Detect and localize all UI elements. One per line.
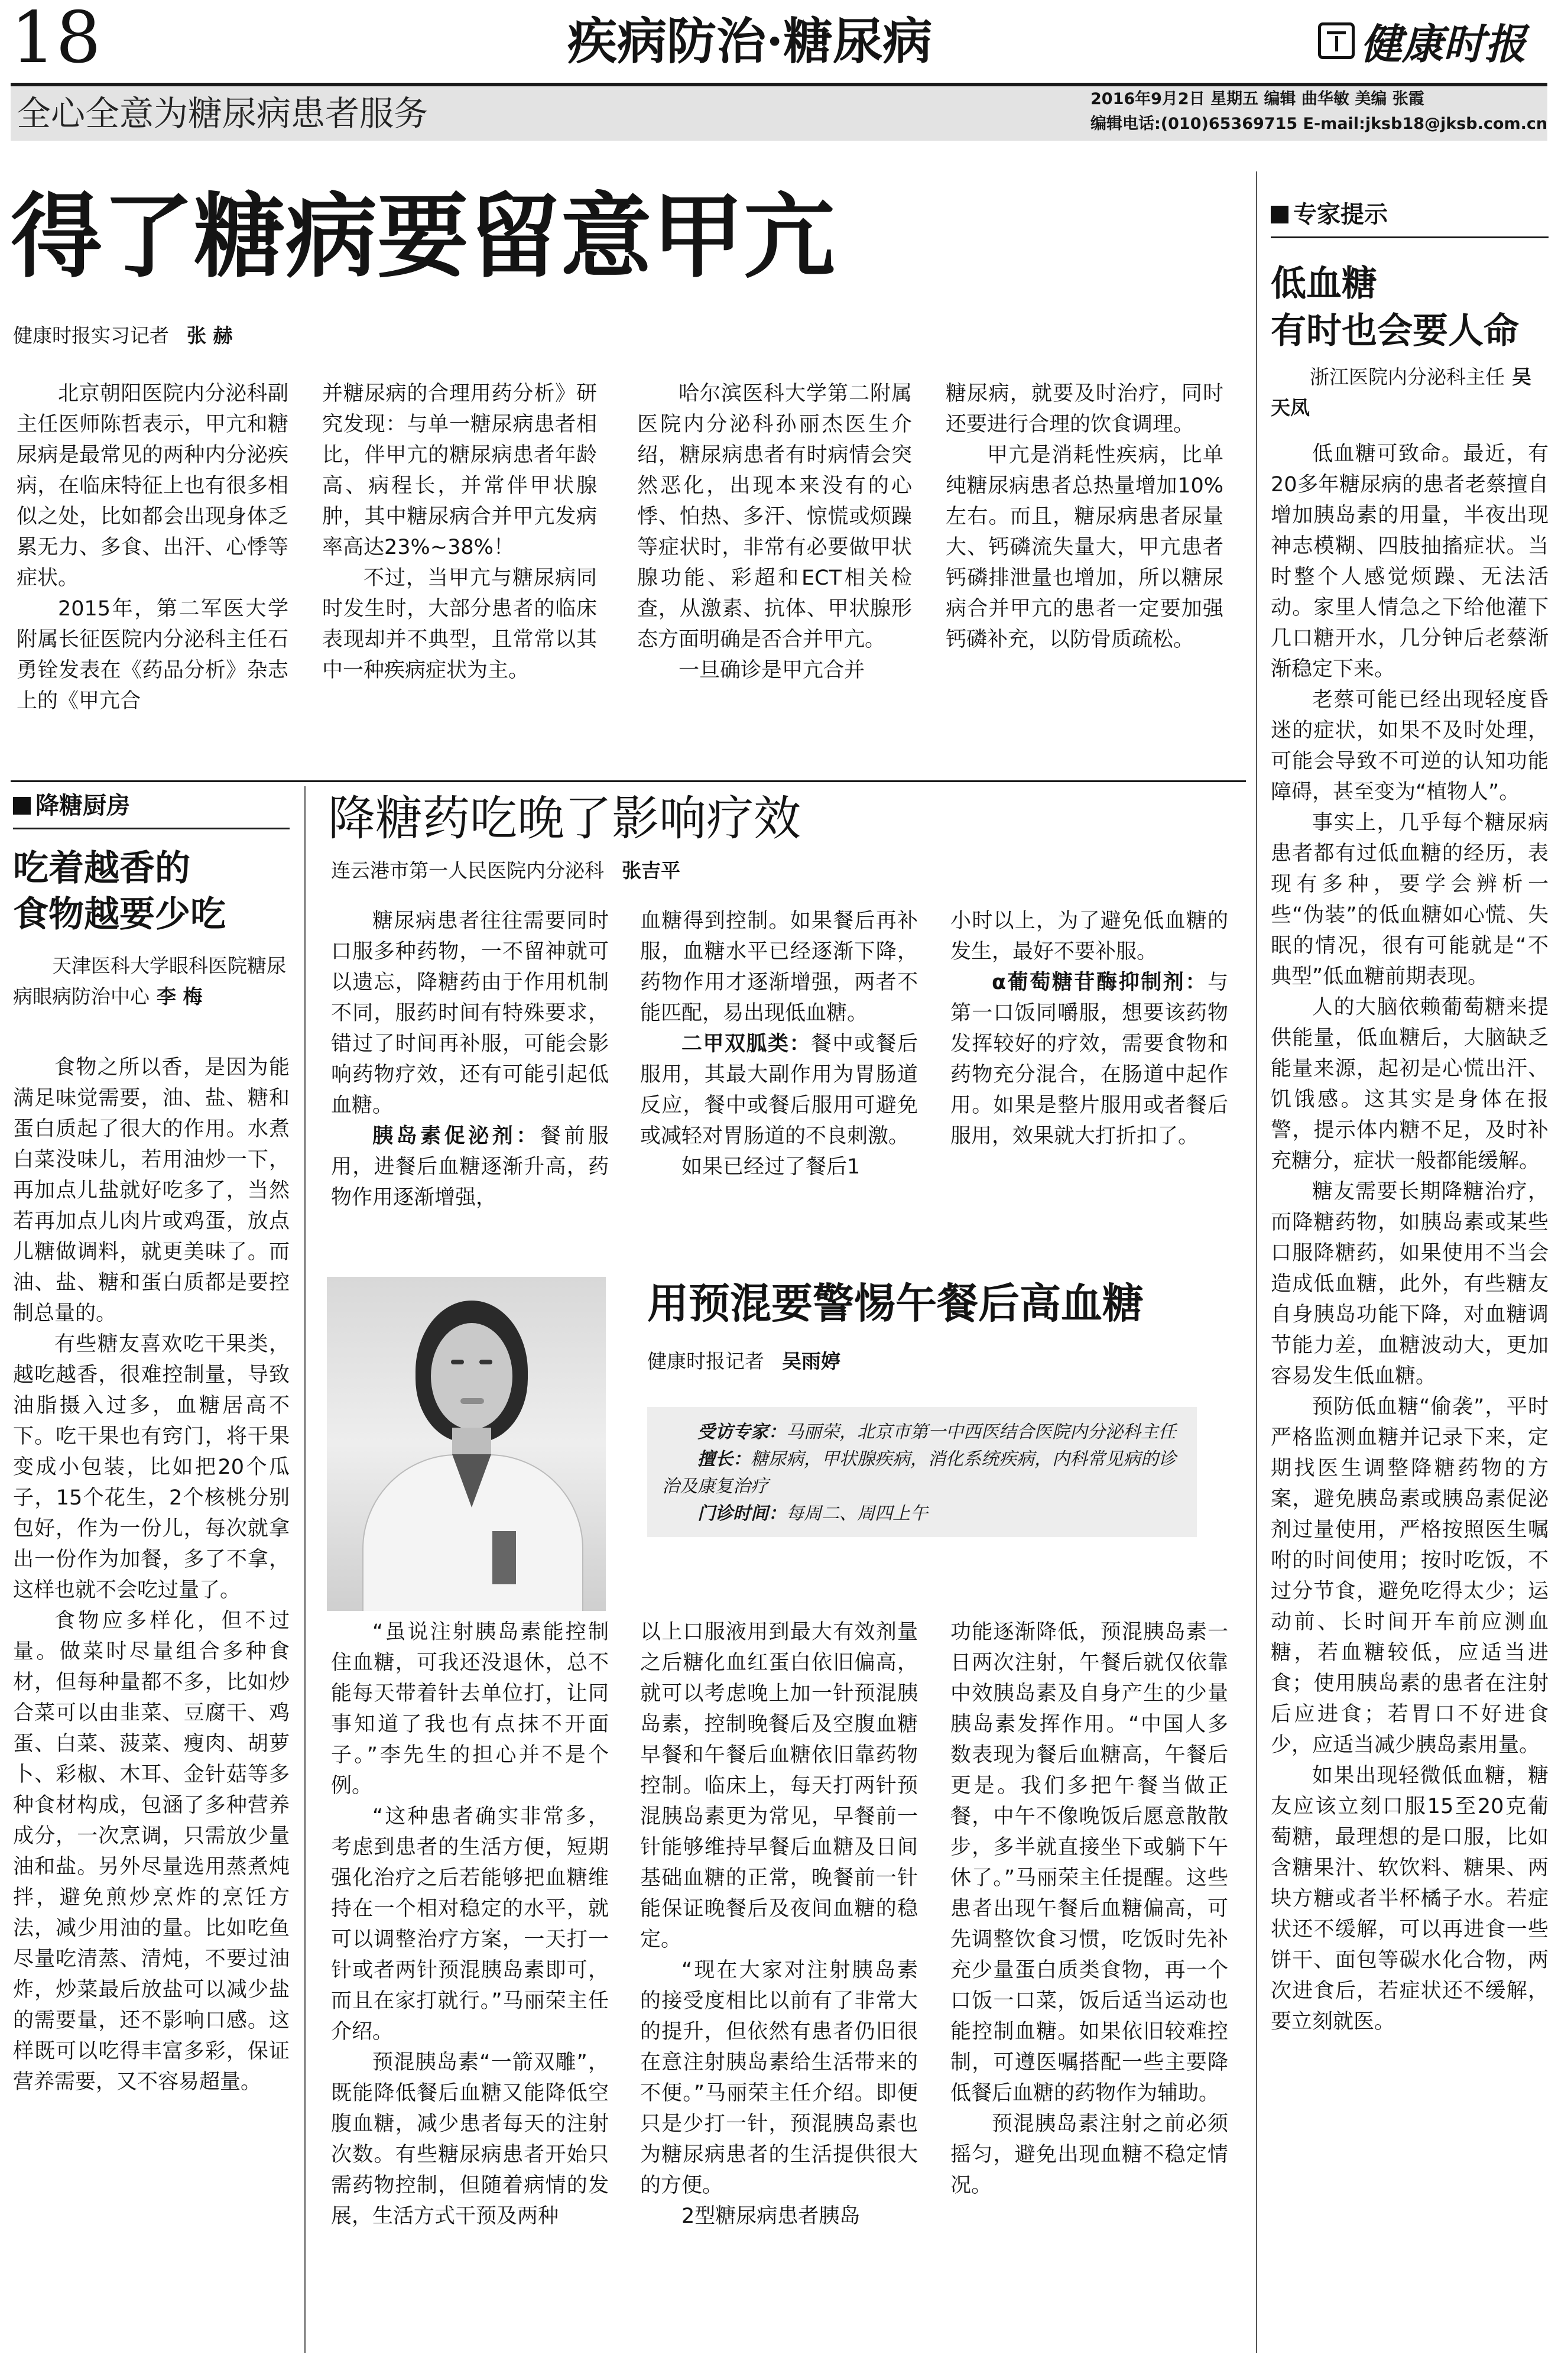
insulin-col2-p3: 2型糖尿病患者胰岛	[681, 2204, 861, 2228]
expert-tip-title-2: 有时也会要人命	[1271, 310, 1519, 352]
insulin-headline: 用预混要警惕午餐后高血糖	[647, 1279, 1144, 1328]
expert-tip-p4: 人的大脑依赖葡萄糖来提供能量，低血糖后，大脑缺乏能量来源，起初是心慌出汗、饥饿感。这其实是身体在报警，提示体内糖不足，及时补充糖分，症状一般都能缓解。	[1271, 996, 1549, 1173]
kitchen-byline-name: 李 梅	[157, 985, 203, 1008]
main-col4-p1: 糖尿病，就要及时治疗，同时还要进行合理的饮食调理。	[946, 382, 1223, 436]
drug-headline: 降糖药吃晚了影响疗效	[328, 791, 801, 846]
insulin-col1-p2: “这种患者确实非常多，考虑到患者的生活方便，短期强化治疗之后若能够把血糖维持在一个相对稳定的水平，就可以调整治疗方案，一天打一针或者两针预混胰岛素即可，而且在家打就行。”马丽荣主任介绍。	[331, 1805, 609, 2044]
main-col3-p1: 哈尔滨医科大学第二附属医院内分泌科孙丽杰医生介绍，糖尿病患者有时病情会突然恶化，出现本来没有的心悸、怕热、多汗、惊慌或烦躁等症状时，非常有必要做甲状腺功能、彩超和ECT相关检查，从激素、抗体、甲状腺形态方面明确是否合并甲亢。	[637, 382, 912, 651]
kitchen-title-1: 吃着越香的	[13, 848, 190, 889]
expert-tip-byline-label: 浙江医院内分泌科主任	[1310, 365, 1505, 388]
expert-tip-p1: 低血糖可致命。最近，有20多年糖尿病的患者老蔡擅自增加胰岛素的用量，半夜出现神志模糊、四肢抽搐症状。当时整个人感觉烦躁、无法活动。家里人情急之下给他灌下几口糖开水，几分钟后老蔡渐渐稳定下来。	[1271, 442, 1549, 681]
drug-col1-lead: 胰岛素促泌剂：	[372, 1124, 540, 1148]
drug-col3-lead: α葡萄糖苷酶抑制剂：	[992, 971, 1208, 994]
main-col-1	[17, 378, 288, 716]
insulin-byline-name: 吴雨婷	[782, 1350, 840, 1373]
brand-name: 健康时报	[1361, 19, 1526, 69]
drug-col2-p1: 血糖得到控制。如果餐后再补服，血糖水平已经逐渐下降，药物作用才逐渐增强，两者不能匹配，易出现低血糖。	[640, 909, 918, 1025]
clinic-value: 每周二、周四上午	[786, 1503, 928, 1524]
expert-tip-label-text: 专家提示	[1293, 201, 1388, 228]
clinic-label: 门诊时间：	[697, 1503, 786, 1524]
main-byline-label: 健康时报实习记者	[13, 324, 169, 347]
section-square-icon	[13, 797, 31, 815]
insulin-col1-p1: “虽说注射胰岛素能控制住血糖，可我还没退休，总不能每天带着针去单位打，让同事知道了我也有点抹不开面子。”李先生的担心并不是个例。	[331, 1620, 609, 1798]
drug-col3-p1: 小时以上，为了避免低血糖的发生，最好不要补服。	[950, 909, 1228, 964]
drug-col1-p1: 糖尿病患者往往需要同时口服多种药物，一不留神就可以遗忘，降糖药由于作用机制不同，服药时间有特殊要求，错过了时间再补服，可能会影响药物疗效，还有可能引起低血糖。	[331, 909, 609, 1117]
expert-tip-section-label	[1271, 198, 1388, 231]
main-byline-name: 张 赫	[187, 324, 233, 347]
insulin-col-3	[950, 1617, 1228, 2201]
expert-tip-body	[1271, 439, 1549, 2037]
drug-byline-name: 张吉平	[622, 859, 680, 882]
drug-col2-p2: 餐中或餐后服用，其最大副作用为胃肠道反应，餐中或餐后服用可避免或减轻对胃肠道的不良刺激。	[640, 1032, 918, 1148]
insulin-col2-p1: 以上口服液用到最大有效剂量之后糖化血红蛋白依旧偏高，就可以考虑晚上加一针预混胰岛素，控制晚餐后及空腹血糖早餐和午餐后血糖依旧靠药物控制。临床上，每天打两针预混胰岛素更为常见，早餐前一针能够维持早餐后血糖及日间基础血糖的正常，晚餐前一针能保证晚餐后及夜间血糖的稳定。	[640, 1620, 918, 1951]
expert-tip-byline	[1271, 362, 1546, 423]
header-slogan: 全心全意为糖尿病患者服务	[17, 93, 429, 134]
drug-col3-p2: 与第一口饭同嚼服，想要该药物发挥较好的疗效，需要食物和药物充分混合，在肠道中起作用。如果是整片服用或者餐后服用，效果就大打折扣了。	[950, 971, 1228, 1148]
kitchen-label-text: 降糖厨房	[35, 792, 130, 819]
insulin-byline	[647, 1348, 840, 1375]
kitchen-byline	[13, 951, 291, 1012]
insulin-byline-label: 健康时报记者	[647, 1350, 764, 1373]
doctor-photo	[327, 1277, 606, 1611]
kitchen-section-label	[13, 789, 130, 822]
drug-byline-label: 连云港市第一人民医院内分泌科	[331, 859, 604, 882]
brand-logo	[1318, 14, 1526, 67]
main-col2-p1: 并糖尿病的合理用药分析》研究发现：与单一糖尿病患者相比，伴甲亢的糖尿病患者年龄高、病程长，并常伴甲状腺肿，其中糖尿病合并甲亢发病率高达23%~38%！	[322, 382, 597, 559]
kitchen-rule	[13, 828, 290, 829]
insulin-col-2	[640, 1617, 918, 2232]
section-square-icon	[1271, 206, 1288, 223]
insulin-col3-p2: 预混胰岛素注射之前必须摇匀，避免出现血糖不稳定情况。	[950, 2112, 1228, 2197]
kitchen-top-rule	[11, 780, 1246, 782]
insulin-expert-box	[647, 1407, 1197, 1537]
drug-byline	[331, 857, 680, 884]
expert-tip-p3: 事实上，几乎每个糖尿病患者都有过低血糖的经历，表现有多种，要学会辨析一些“伪装”的低血糖如心慌、失眠的情况，很有可能就是“不典型”低血糖前期表现。	[1271, 811, 1549, 988]
kitchen-p2: 有些糖友喜欢吃干果类，越吃越香，很难控制量，导致油脂摄入过多，血糖居高不下。吃干果也有窍门，将干果变成小包装，比如把20个瓜子，15个花生，2个核桃分别包好，作为一份儿，每次就拿出一份作为加餐，多了不拿，这样也就不会吃过量了。	[13, 1332, 290, 1602]
expert-value: 马丽荣，北京市第一中西医结合医院内分泌科主任	[786, 1422, 1176, 1442]
specialty-label: 擅长：	[697, 1449, 751, 1470]
expert-tip-title-1: 低血糖	[1271, 263, 1377, 304]
kitchen-p3: 食物应多样化，但不过量。做菜时尽量组合多种食材，但每种量都不多，比如炒合菜可以由韭菜、豆腐干、鸡蛋、白菜、菠菜、瘦肉、胡萝卜、彩椒、木耳、金针菇等多种食材构成，包涵了多种营养成分，一次烹调，只需放少量油和盐。另外尽量选用蒸煮炖拌，避免煎炒烹炸的烹饪方法，减少用油的量。比如吃鱼尽量吃清蒸、清炖，不要过油炸，炒菜最后放盐可以减少盐的需要量，还不影响口感。这样既可以吃得丰富多彩，保证营养需要，又不容易超量。	[13, 1609, 290, 2094]
insulin-col2-p2: “现在大家对注射胰岛素的接受度相比以前有了非常大的提升，但依然有患者仍旧很在意注射胰岛素给生活带来的不便。”马丽荣主任介绍。即便只是少打一针，预混胰岛素也为糖尿病患者的生活提供很大的方便。	[640, 1959, 918, 2197]
main-col3-p2: 一旦确诊是甲亢合并	[679, 659, 865, 682]
drug-col1-p2: 餐前服用，进餐后血糖逐渐升高，药物作用逐渐增强，	[331, 1124, 609, 1210]
brand-seal-icon	[1318, 22, 1355, 59]
main-byline	[13, 322, 233, 349]
page-number: 18	[11, 0, 101, 79]
expert-tip-p5: 糖友需要长期降糖治疗，而降糖药物，如胰岛素或某些口服降糖药，如果使用不当会造成低血糖，此外，有些糖友自身胰岛功能下降，对血糖调节能力差，血糖波动大，更加容易发生低血糖。	[1271, 1180, 1549, 1388]
main-headline: 得了糖病要留意甲亢	[11, 182, 835, 290]
kitchen-p1: 食物之所以香，是因为能满足味觉需要，油、盐、糖和蛋白质起了很大的作用。水煮白菜没味儿，若用油炒一下，再加点儿盐就好吃多了，当然若再加点儿肉片或鸡蛋，放点儿糖做调料，就更美味了。而油、盐、糖和蛋白质都是要控制总量的。	[13, 1056, 290, 1325]
expert-tip-rule	[1271, 236, 1549, 238]
specialty-value: 糖尿病，甲状腺疾病，消化系统疾病，内科常见病的诊治及康复治疗	[662, 1449, 1176, 1497]
expert-label: 受访专家：	[697, 1422, 786, 1442]
kitchen-divider	[304, 786, 306, 2353]
insulin-col3-p1: 功能逐渐降低，预混胰岛素一日两次注射，午餐后就仅依靠中效胰岛素及自身产生的少量胰岛素发挥作用。“中国人多数表现为餐后血糖高，午餐后更是。我们多把午餐当做正餐，中午不像晚饭后愿意散散步，多半就直接坐下或躺下午休了。”马丽荣主任提醒。这些患者出现午餐后血糖偏高，可先调整饮食习惯，吃饭时先补充少量蛋白质类食物，再一个口饭一口菜，饭后适当运动也能控制血糖。如果依旧较难控制，可遵医嘱搭配一些主要降低餐后血糖的药物作为辅助。	[950, 1620, 1228, 2105]
main-col1-p2: 2015年，第二军医大学附属长征医院内分泌科主任石勇铨发表在《药品分析》杂志上的《甲亢合	[17, 597, 288, 713]
insulin-col1-p3: 预混胰岛素“一箭双雕”，既能降低餐后血糖又能降低空腹血糖，减少患者每天的注射次数。有些糖尿病患者开始只需药物控制，但随着病情的发展，生活方式干预及两种	[331, 2051, 609, 2228]
section-title: 疾病防治·糖尿病	[567, 12, 933, 70]
drug-col2-p3: 如果已经过了餐后1	[681, 1155, 861, 1179]
kitchen-byline-label: 天津医科大学眼科医院糖尿病眼病防治中心	[13, 954, 286, 1008]
expert-tip-p6: 预防低血糖“偷袭”，平时严格监测血糖并记录下来，定期找医生调整降糖药物的方案，避免胰岛素或胰岛素促泌剂过量使用，严格按照医生嘱咐的时间使用；按时吃饭，不过分节食，避免吃得太少；运动前、长时间开车前应测血糖，若血糖较低，应适当进食；使用胰岛素的患者在注射后应进食；若胃口不好进食少，应适当减少胰岛素用量。	[1271, 1395, 1549, 1757]
main-col-4	[946, 378, 1223, 655]
expert-tip-byline-name: 吴天凤	[1271, 365, 1531, 419]
main-col4-p2: 甲亢是消耗性疾病，比单纯糖尿病患者总热量增加10%左右。而且，糖尿病患者尿量大、钙磷流失量大，甲亢患者钙磷排泄量也增加，所以糖尿病合并甲亢的患者一定要加强钙磷补充，以防骨质疏松。	[946, 443, 1223, 651]
drug-col-2	[640, 906, 918, 1182]
expert-tip-p7: 如果出现轻微低血糖，糖友应该立刻口服15至20克葡萄糖，最理想的是口服，比如含糖果汁、软饮料、糖果、两块方糖或者半杯橘子水。若症状还不缓解，可以再进食一些饼干、面包等碳水化合物，两次进食后，若症状还不缓解，要立刻就医。	[1271, 1764, 1549, 2034]
drug-col-1	[331, 906, 609, 1213]
insulin-col-1	[331, 1617, 609, 2232]
main-col2-p2: 不过，当甲亢与糖尿病同时发生时，大部分患者的临床表现却并不典型，且常常以其中一种疾病症状为主。	[322, 566, 597, 682]
right-column-divider	[1256, 171, 1257, 2353]
main-col1-p1: 北京朝阳医院内分泌科副主任医师陈哲表示，甲亢和糖尿病是最常见的两种内分泌疾病，在临床特征上也有很多相似之处，比如都会出现身体乏累无力、多食、出汗、心悸等症状。	[17, 382, 288, 590]
expert-tip-p2: 老蔡可能已经出现轻度昏迷的症状，如果不及时处理，可能会导致不可逆的认知功能障碍，甚至变为“植物人”。	[1271, 688, 1549, 804]
main-col-3	[637, 378, 912, 686]
kitchen-body	[13, 1052, 290, 2097]
drug-col-3	[950, 906, 1228, 1152]
kitchen-title-2: 食物越要少吃	[13, 894, 226, 935]
header-date-line: 2016年9月2日 星期五 编辑 曲华敏 美编 张霞	[1090, 90, 1424, 108]
drug-col2-lead: 二甲双胍类：	[681, 1032, 811, 1056]
header-contact-line: 编辑电话:(010)65369715 E-mail:jksb18@jksb.com.cn	[1090, 115, 1548, 133]
main-col-2	[322, 378, 597, 686]
